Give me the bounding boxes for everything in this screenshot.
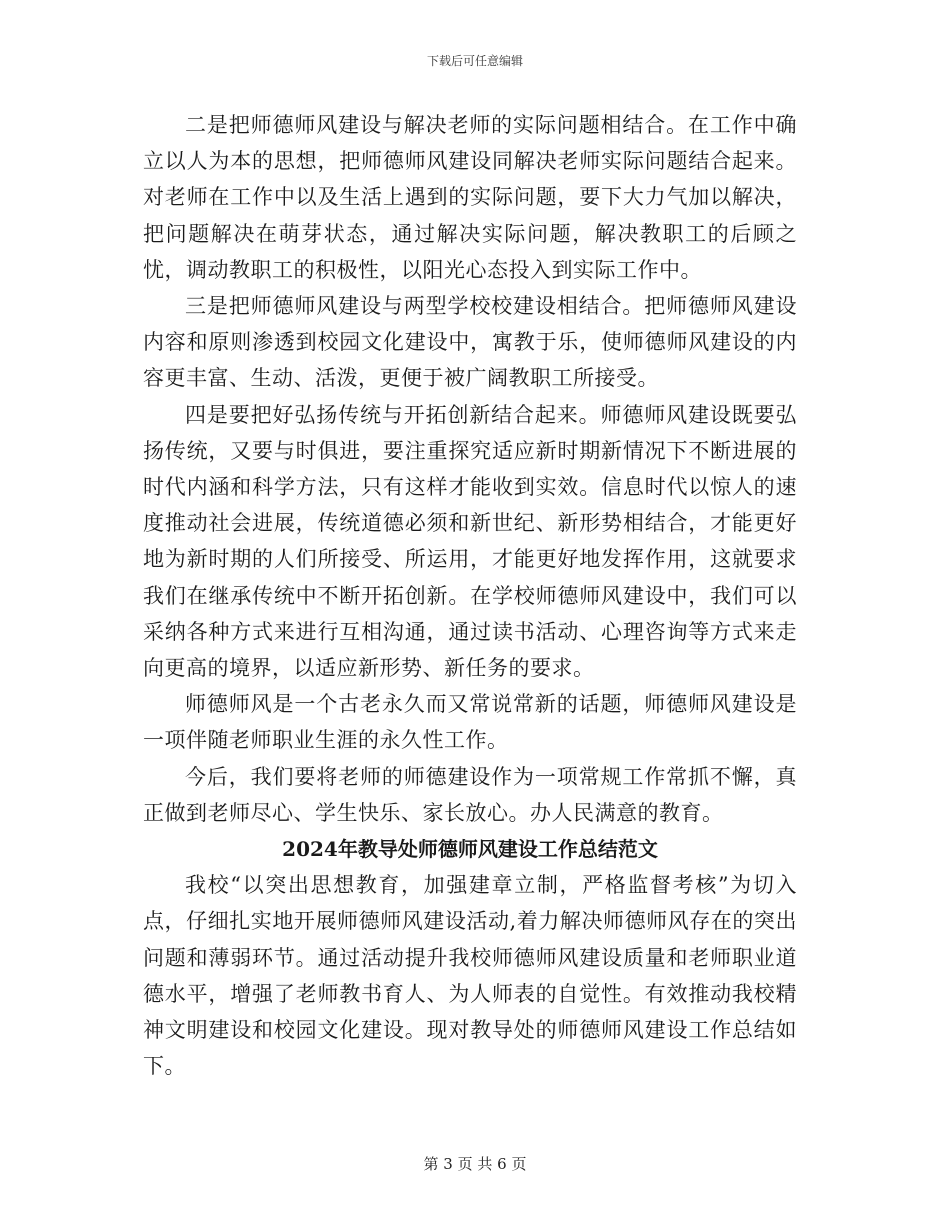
- section-title: 2024年教导处师德师风建设工作总结范文: [282, 837, 658, 862]
- paragraph-future-plan: 今后，我们要将老师的师德建设作为一项常规工作常抓不懈，真正做到老师尽心、学生快乐、家长放心。办人民满意的教育。: [143, 764, 797, 825]
- document-body: [143, 107, 797, 1084]
- paragraph-point-two: 二是把师德师风建设与解决老师的实际问题相结合。在工作中确立以人为本的思想，把师德师风建设同解决老师实际问题结合起来。对老师在工作中以及生活上遇到的实际问题，要下大力气加以解决，把问题解决在萌芽状态，通过解决实际问题，解决教职工的后顾之忧，调动教职工的积极性，以阳光心态投入到实际工作中。: [143, 113, 797, 282]
- paragraph-point-four: 四是要把好弘扬传统与开拓创新结合起来。师德师风建设既要弘扬传统，又要与时俱进，要注重探究适应新时期新情况下不断进展的时代内涵和科学方法，只有这样才能收到实效。信息时代以惊人的速度推动社会进展，传统道德必须和新世纪、新形势相结合，才能更好地为新时期的人们所接受、所运用，才能更好地发挥作用，这就要求我们在继承传统中不断开拓创新。在学校师德师风建设中，我们可以采纳各种方式来进行互相沟通，通过读书活动、心理咨询等方式来走向更高的境界，以适应新形势、新任务的要求。: [143, 402, 797, 681]
- page-header-note: 下载后可任意编辑: [426, 54, 523, 68]
- paragraph-section-intro: 我校“以突出思想教育，加强建章立制，严格监督考核”为切入点，仔细扎实地开展师德师风建设活动,着力解决师德师风存在的突出问题和薄弱环节。通过活动提升我校师德师风建设质量和老师职业道德水平，增强了老师教书育人、为人师表的自觉性。有效推动我校精神文明建设和校园文化建设。现对教导处的师德师风建设工作总结如下。: [143, 873, 797, 1079]
- paragraph-point-three: 三是把师德师风建设与两型学校校建设相结合。把师德师风建设内容和原则渗透到校园文化建设中，寓教于乐，使师德师风建设的内容更丰富、生动、活泼，更便于被广阔教职工所接受。: [143, 294, 797, 391]
- paragraph-topic-summary: 师德师风是一个古老永久而又常说常新的话题，师德师风建设是一项伴随老师职业生涯的永久性工作。: [143, 692, 797, 753]
- page-number: 第 3 页 共 6 页: [423, 1155, 527, 1173]
